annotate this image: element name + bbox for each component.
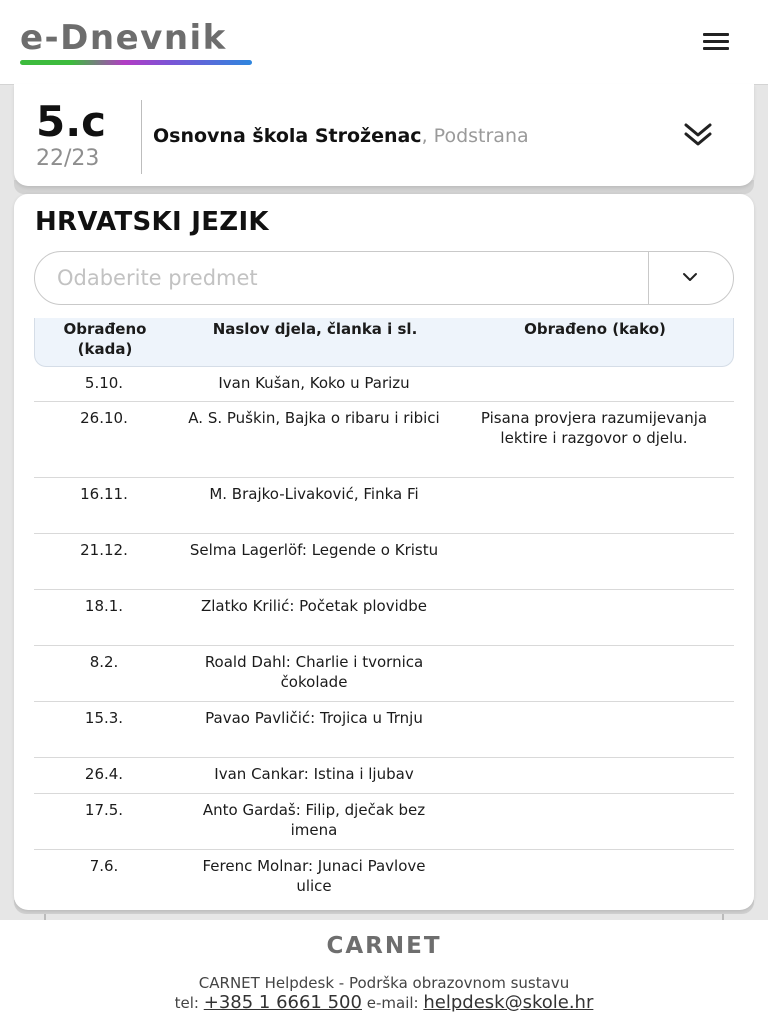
- email-label: e-mail:: [366, 994, 419, 1012]
- footer: [0, 920, 768, 1024]
- cell-title: Zlatko Krilić: Početak plovidbe: [200, 597, 428, 615]
- header-how: Obrađeno (kako): [524, 320, 666, 338]
- class-selector-card[interactable]: [14, 84, 754, 186]
- cell-title: Pavao Pavličić: Trojica u Trnju: [205, 709, 423, 727]
- carnet-logo: CARNET: [326, 933, 442, 959]
- cell-title: Ivan Kušan, Koko u Parizu: [218, 374, 410, 392]
- subject-title: HRVATSKI JEZIK: [35, 207, 269, 237]
- school-separator: ,: [421, 125, 434, 147]
- table-row: [34, 590, 734, 646]
- table-row: [34, 702, 734, 758]
- cell-when: 16.11.: [80, 485, 128, 503]
- table-row: [34, 402, 734, 478]
- class-name: 5.c: [36, 97, 107, 146]
- table-header: [34, 318, 734, 367]
- school-info: [153, 124, 529, 148]
- cell-title: Anto Gardaš: Filip, dječak bez imena: [202, 801, 426, 839]
- cell-when: 26.10.: [80, 409, 128, 427]
- double-chevron-down-icon: [678, 118, 718, 152]
- table-row: [34, 534, 734, 590]
- logo-underline: [20, 60, 252, 65]
- phone-link[interactable]: +385 1 6661 500: [203, 992, 362, 1013]
- table-row: [34, 367, 734, 402]
- select-placeholder: Odaberite predmet: [57, 266, 258, 290]
- expand-class-button[interactable]: [678, 118, 718, 152]
- cell-when: 17.5.: [84, 801, 124, 819]
- menu-button[interactable]: [692, 24, 740, 60]
- contact-line: [0, 993, 768, 1013]
- table-row: [34, 646, 734, 702]
- header-when: Obrađeno (kada): [63, 320, 147, 358]
- hamburger-icon: [703, 33, 729, 36]
- table-row: [34, 758, 734, 794]
- chevron-down-icon: [680, 270, 700, 284]
- top-bar: [0, 0, 768, 85]
- cell-when: 26.4.: [84, 765, 124, 783]
- cell-when: 18.1.: [84, 597, 124, 615]
- tel-label: tel:: [174, 994, 199, 1012]
- table-row: [34, 794, 734, 850]
- cell-when: 5.10.: [84, 374, 124, 392]
- cell-title: A. S. Puškin, Bajka o ribaru i ribici: [188, 409, 440, 427]
- cell-title: Ivan Cankar: Istina i ljubav: [214, 765, 414, 783]
- e-dnevnik-logo[interactable]: e-Dnevnik: [20, 18, 227, 58]
- school-year: 22/23: [36, 146, 100, 171]
- table-row: [34, 478, 734, 534]
- select-divider: [648, 252, 649, 304]
- class-divider: [141, 100, 142, 174]
- cell-title: Ferenc Molnar: Junaci Pavlove ulice: [202, 857, 426, 895]
- subject-select[interactable]: [34, 251, 734, 305]
- school-location: Podstrana: [433, 125, 529, 147]
- cell-title: M. Brajko-Livaković, Finka Fi: [209, 485, 419, 503]
- school-name: Osnovna škola Stroženac: [153, 125, 422, 147]
- cell-when: 8.2.: [89, 653, 119, 671]
- cell-title: Roald Dahl: Charlie i tvornica čokolade: [204, 653, 424, 691]
- helpdesk-text: CARNET Helpdesk - Podrška obrazovnom sustavu: [198, 974, 570, 992]
- cell-when: 7.6.: [89, 857, 119, 875]
- reading-list-table: [34, 318, 734, 905]
- header-title: Naslov djela, članka i sl.: [212, 320, 418, 338]
- cell-when: 21.12.: [80, 541, 128, 559]
- subject-card: [14, 194, 754, 910]
- cell-when: 15.3.: [84, 709, 124, 727]
- cell-title: Selma Lagerlöf: Legende o Kristu: [189, 541, 439, 559]
- cell-how: Pisana provjera razumijevanja lektire i razgovor o djelu.: [480, 409, 708, 447]
- email-link[interactable]: helpdesk@skole.hr: [423, 992, 594, 1013]
- table-row: [34, 850, 734, 905]
